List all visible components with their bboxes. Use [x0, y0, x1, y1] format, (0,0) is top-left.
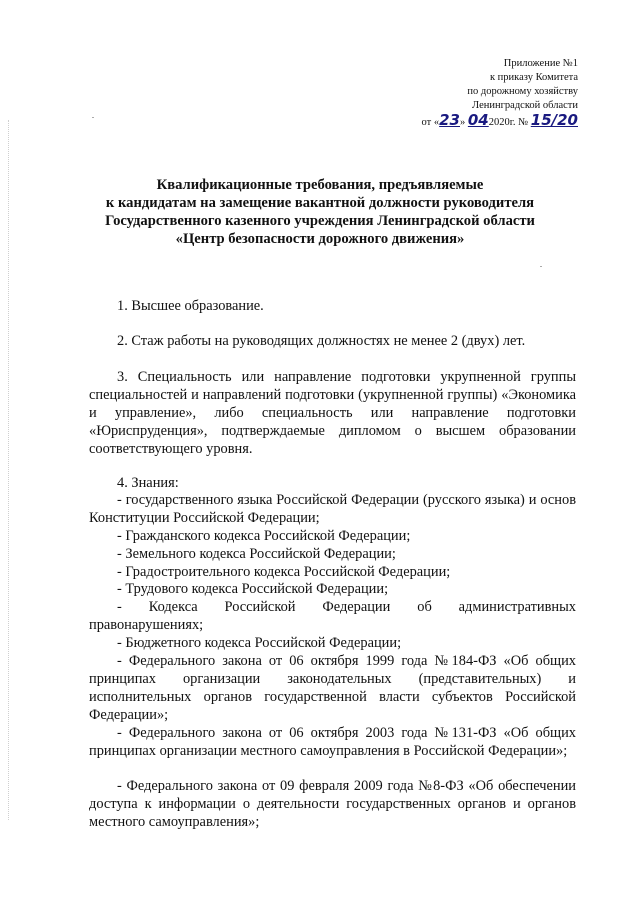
- knowledge-item: - Федерального закона от 09 февраля 2009 года №8-ФЗ «Об обеспечении доступа к информации о деятельности государственных органов и органов местного самоуправления»;: [89, 778, 576, 830]
- knowledge-item: - Земельного кодекса Российской Федерации;: [117, 546, 396, 562]
- appendix-order-ref: к приказу Комитета: [489, 72, 578, 83]
- knowledge-item: - Кодекса Российской Федерации об административных правонарушениях;: [89, 599, 576, 633]
- handwritten-day: 23: [439, 111, 460, 129]
- scan-margin-marks: [8, 120, 13, 820]
- knowledge-heading: 4. Знания:: [117, 475, 179, 491]
- requirement-education: 1. Высшее образование.: [117, 298, 264, 314]
- appendix-number: Приложение №1: [503, 58, 578, 69]
- appendix-header: [378, 57, 578, 130]
- requirement-experience: 2. Стаж работы на руководящих должностях не менее 2 (двух) лет.: [117, 333, 526, 349]
- knowledge-item: - Градостроительного кодекса Российской Федерации;: [117, 564, 451, 580]
- knowledge-item: - Бюджетного кодекса Российской Федерации;: [117, 635, 402, 651]
- handwritten-month: 04: [467, 111, 489, 129]
- handwritten-order-number: 15/20: [530, 111, 578, 129]
- scan-speck: [92, 117, 94, 118]
- knowledge-item: - Гражданского кодекса Российской Федерации;: [117, 528, 411, 544]
- appendix-committee: по дорожному хозяйству: [467, 86, 578, 97]
- knowledge-item: - Федерального закона от 06 октября 2003 года №131-ФЗ «Об общих принципах организации местного самоуправления в Российской Федерации»;: [89, 725, 576, 759]
- scan-speck: [540, 266, 542, 267]
- knowledge-item: - Трудового кодекса Российской Федерации;: [117, 581, 389, 597]
- knowledge-item: - государственного языка Российской Федерации (русского языка) и основ Конституции Российской Федерации;: [89, 492, 576, 526]
- requirement-specialty: 3. Специальность или направление подготовки укрупненной группы специальностей и направлений подготовки (укрупненной группы) «Экономика и управление», либо специальность или направление подготовки «Юриспруденция», подтверждаемые дипломом о высшем образовании соответствующего уровня.: [89, 369, 576, 457]
- appendix-date-line: от «23» 042020г. № 15/20: [421, 111, 578, 129]
- knowledge-item: - Федерального закона от 06 октября 1999 года №184-ФЗ «Об общих принципах организации законодательных (представительных) и исполнительных органов государственной власти субъектов Российской Федерации»;: [89, 653, 576, 723]
- appendix-region: Ленинградской области: [472, 100, 578, 111]
- document-title: Квалификационные требования, предъявляемые к кандидатам на замещение вакантной должности руководителя Государственного казенного учреждения Ленинградской области «Центр безопасности дорожного движения»: [105, 177, 535, 247]
